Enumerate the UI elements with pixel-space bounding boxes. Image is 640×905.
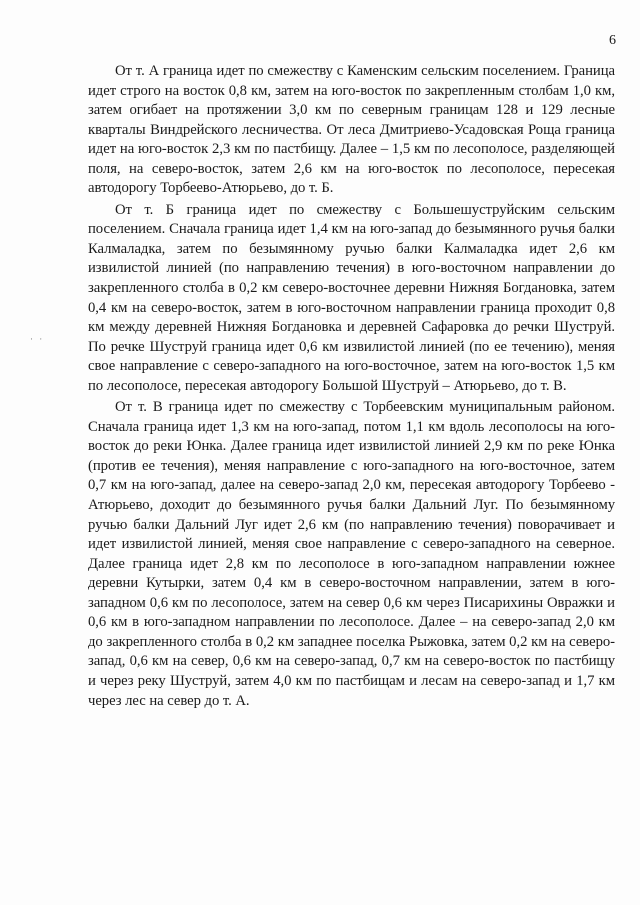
paragraph-point-a: От т. А граница идет по смежеству с Каменским сельским поселением. Граница идет строго на восток 0,8 км, затем на юго-восток по закрепленным столбам 1,0 км, затем огибает на протяжении 3,0 км по северным границам 128 и 129 лесные кварталы Виндрейского лесничества. От леса Дмитриево-Усадовская Роща граница идет на юго-восток 2,3 км по пастбищу. Далее – 1,5 км по лесополосе, разделяющей поля, на северо-восток, затем 2,6 км на юго-восток по лесополосе, пересекая автодорогу Торбеево-Атюрьево, до т. Б. [88,63,615,197]
scan-artifact: · · [30,334,45,344]
paragraph-point-b: От т. Б граница идет по смежеству с Большешуструйским сельским поселением. Сначала граница идет 1,4 км на юго-запад до безымянного ручья балки Калмаладка, затем по безымянному ручью балки Калмаладка идет 2,6 км извилистой линией (по направлению течения) в юго-восточном направлении до закрепленного столба в 0,2 км северо-восточнее деревни Нижняя Богдановка, затем 0,4 км на северо-восток, затем в юго-восточном направлении граница проходит 0,8 км между деревней Нижняя Богдановка и деревней Сафаровка до речки Шуструй. По речке Шуструй граница идет 0,6 км извилистой линией (по ее течению), меняя свое направление с северо-западного на юго-восточное, затем на юго-восток 1,5 км по лесополосе, пересекая автодорогу Большой Шуструй – Атюрьево, до т. В. [88,201,615,394]
paragraph-point-v: От т. В граница идет по смежеству с Торбеевским муниципальным районом. Сначала граница идет 1,3 км на юго-запад, потом 1,1 км вдоль лесополосы на юго-восток до реки Юнка. Далее граница идет извилистой линией 2,9 км по реке Юнка (против ее течения), меняя направление с юго-западного на юго-восточное, затем 0,7 км на юго-запад, далее на северо-запад 2,0 км, пересекая автодорогу Торбеево - Атюрьево, доходит до безымянного ручья балки Дальний Луг. По безымянному ручью балки Дальний Луг идет 2,6 км (по направлению течения) поворачивает и идет извилистой линией, меняя свое направление с северо-западного на северное. Далее граница идет 2,8 км по лесополосе в юго-западном направлении южнее деревни Кутырки, затем 0,4 км в северо-восточном направлении, затем в юго-западном 0,6 км по лесополосе, затем на север 0,6 км через Писарихины Овражки и 0,6 км в юго-западном направлении по лесополосе. Далее – на северо-запад 2,0 км до закрепленного столба в 0,2 км западнее поселка Рыжовка, затем 0,2 км на северо-запад, 0,6 км на север, 0,6 км на северо-запад, 0,7 км на северо-восток по пастбищу и через реку Шуструй, затем 4,0 км по пастбищам и лесам на северо-запад и 1,7 км через лес на север до т. А. [88,399,615,709]
document-body [88,62,615,713]
page-number: 6 [609,33,616,48]
